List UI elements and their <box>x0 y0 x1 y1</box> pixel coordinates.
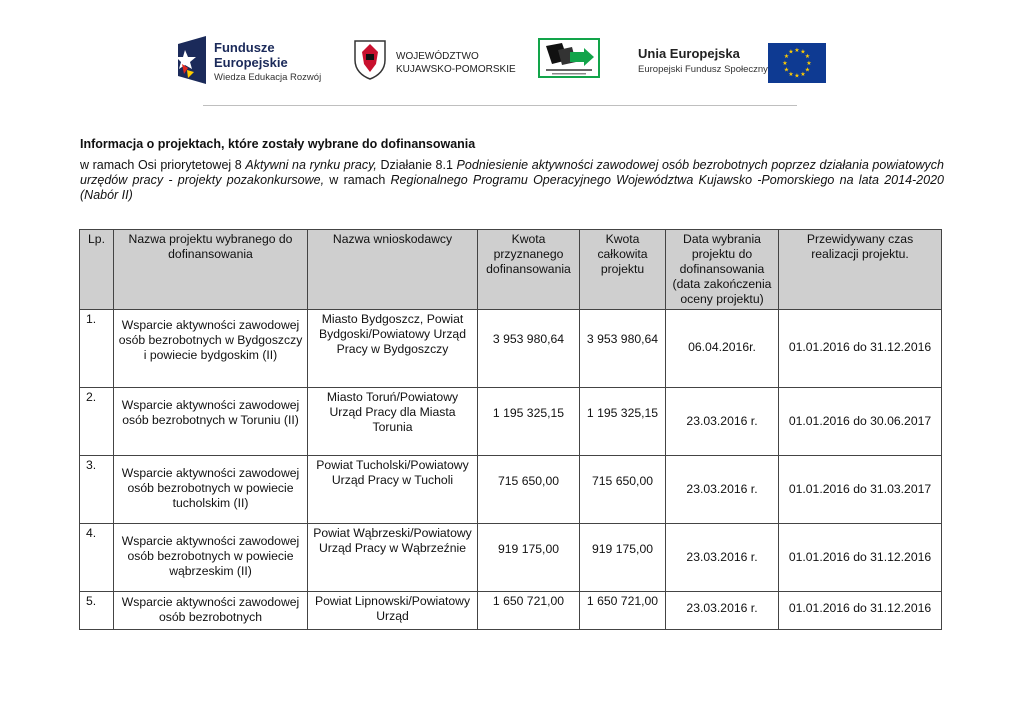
cell-lp: 5. <box>80 592 114 630</box>
cell-project-name: Wsparcie aktywności zawodowej osób bezrobotnych <box>114 592 308 630</box>
cell-total: 3 953 980,64 <box>580 310 666 388</box>
cell-lp: 3. <box>80 456 114 524</box>
svg-text:★: ★ <box>783 66 790 74</box>
wojewodztwo-logo <box>352 38 516 84</box>
cell-total: 715 650,00 <box>580 456 666 524</box>
cell-project-name: Wsparcie aktywności zawodowej osób bezrobotnych w powiecie wąbrzeskim (II) <box>114 524 308 592</box>
ue-line1: Unia Europejska <box>638 46 740 61</box>
fe-star-icon <box>176 34 210 86</box>
cell-period: 01.01.2016 do 31.12.2016 <box>779 310 942 388</box>
cell-applicant: Miasto Bydgoszcz, Powiat Bydgoski/Powiatowy Urząd Pracy w Bydgoszczy <box>308 310 478 388</box>
intro-program: Regionalnego Programu Operacyjnego Województwa Kujawsko -Pomorskiego na lata 2014-2020 (Nabór II) <box>80 173 944 202</box>
eu-flag-icon <box>768 43 826 83</box>
cell-period: 01.01.2016 do 30.06.2017 <box>779 388 942 456</box>
header-project-name: Nazwa projektu wybranego do dofinansowania <box>114 230 308 310</box>
svg-text:★: ★ <box>788 71 794 78</box>
table-row <box>80 388 942 456</box>
cell-date: 23.03.2016 r. <box>666 592 779 630</box>
svg-text:★: ★ <box>783 53 790 60</box>
intro-text-2: Działanie 8.1 <box>376 158 457 172</box>
header-amount: Kwota przyznanego dofinansowania <box>478 230 580 310</box>
cell-lp: 2. <box>80 388 114 456</box>
intro-text-1: w ramach Osi priorytetowej 8 <box>80 158 246 172</box>
cell-total: 919 175,00 <box>580 524 666 592</box>
cell-applicant: Powiat Tucholski/Powiatowy Urząd Pracy w Tucholi <box>308 456 478 524</box>
cell-lp: 1. <box>80 310 114 388</box>
table-header-row <box>80 230 942 310</box>
header-divider <box>203 105 797 106</box>
svg-text:★: ★ <box>794 72 800 80</box>
intro-paragraph <box>80 158 944 203</box>
header-applicant: Nazwa wnioskodawcy <box>308 230 478 310</box>
cell-period: 01.01.2016 do 31.12.2016 <box>779 592 942 630</box>
fe-line3: Wiedza Edukacja Rozwój <box>214 72 322 83</box>
intro-text-3: w ramach <box>324 173 391 187</box>
header-period: Przewidywany czas realizacji projektu. <box>779 230 942 310</box>
cell-amount: 919 175,00 <box>478 524 580 592</box>
svg-text:★: ★ <box>806 60 812 67</box>
table-row <box>80 592 942 630</box>
svg-text:★: ★ <box>800 71 806 78</box>
cell-project-name: Wsparcie aktywności zawodowej osób bezrobotnych w Bydgoszczy i powiecie bydgoskim (II) <box>114 310 308 388</box>
cell-project-name: Wsparcie aktywności zawodowej osób bezrobotnych w powiecie tucholskim (II) <box>114 456 308 524</box>
cell-date: 23.03.2016 r. <box>666 388 779 456</box>
cell-date: 23.03.2016 r. <box>666 524 779 592</box>
header-total: Kwota całkowita projektu <box>580 230 666 310</box>
logo-bar <box>0 32 1024 92</box>
fe-line2: Europejskie <box>214 55 288 70</box>
intro-axis: Aktywni na rynku pracy, <box>245 158 377 172</box>
cell-total: 1 650 721,00 <box>580 592 666 630</box>
cell-period: 01.01.2016 do 31.03.2017 <box>779 456 942 524</box>
cell-total: 1 195 325,15 <box>580 388 666 456</box>
cell-project-name: Wsparcie aktywności zawodowej osób bezrobotnych w Toruniu (II) <box>114 388 308 456</box>
unia-europejska-logo <box>636 36 836 86</box>
wup-arrows-icon <box>538 38 600 78</box>
document-title: Informacja o projektach, które zostały wybrane do dofinansowania <box>80 137 476 151</box>
cell-date: 23.03.2016 r. <box>666 456 779 524</box>
header-lp: Lp. <box>80 230 114 310</box>
cell-amount: 3 953 980,64 <box>478 310 580 388</box>
svg-text:★: ★ <box>788 48 794 56</box>
svg-text:★: ★ <box>782 60 788 67</box>
fe-line1: Fundusze <box>214 40 275 55</box>
cell-applicant: Powiat Wąbrzeski/Powiatowy Urząd Pracy w Wąbrzeźnie <box>308 524 478 592</box>
coat-of-arms-icon <box>352 38 388 80</box>
projects-table <box>79 229 942 630</box>
cell-amount: 715 650,00 <box>478 456 580 524</box>
cell-amount: 1 195 325,15 <box>478 388 580 456</box>
wup-torun-logo <box>538 38 600 78</box>
cell-applicant: Miasto Toruń/Powiatowy Urząd Pracy dla Miasta Torunia <box>308 388 478 456</box>
cell-period: 01.01.2016 do 31.12.2016 <box>779 524 942 592</box>
cell-applicant: Powiat Lipnowski/Powiatowy Urząd <box>308 592 478 630</box>
fundusze-europejskie-logo <box>176 34 326 88</box>
ue-line2: Europejski Fundusz Społeczny <box>638 64 768 75</box>
cell-date: 06.04.2016r. <box>666 310 779 388</box>
svg-text:★: ★ <box>804 53 811 60</box>
wk-line2: KUJAWSKO-POMORSKIE <box>396 64 516 75</box>
cell-lp: 4. <box>80 524 114 592</box>
cell-amount: 1 650 721,00 <box>478 592 580 630</box>
header-date: Data wybrania projektu do dofinansowania (data zakończenia oceny projektu) <box>666 230 779 310</box>
intro-measure: Podniesienie aktywności zawodowej osób bezrobotnych poprzez działania powiatowych urzędów pracy - projekty pozakonkursowe, <box>80 158 944 187</box>
table-row <box>80 524 942 592</box>
wk-line1: WOJEWÓDZTWO <box>396 51 479 62</box>
svg-text:★: ★ <box>794 47 800 54</box>
svg-text:★: ★ <box>804 66 811 74</box>
table-row <box>80 310 942 388</box>
svg-text:★: ★ <box>800 48 806 56</box>
table-row <box>80 456 942 524</box>
